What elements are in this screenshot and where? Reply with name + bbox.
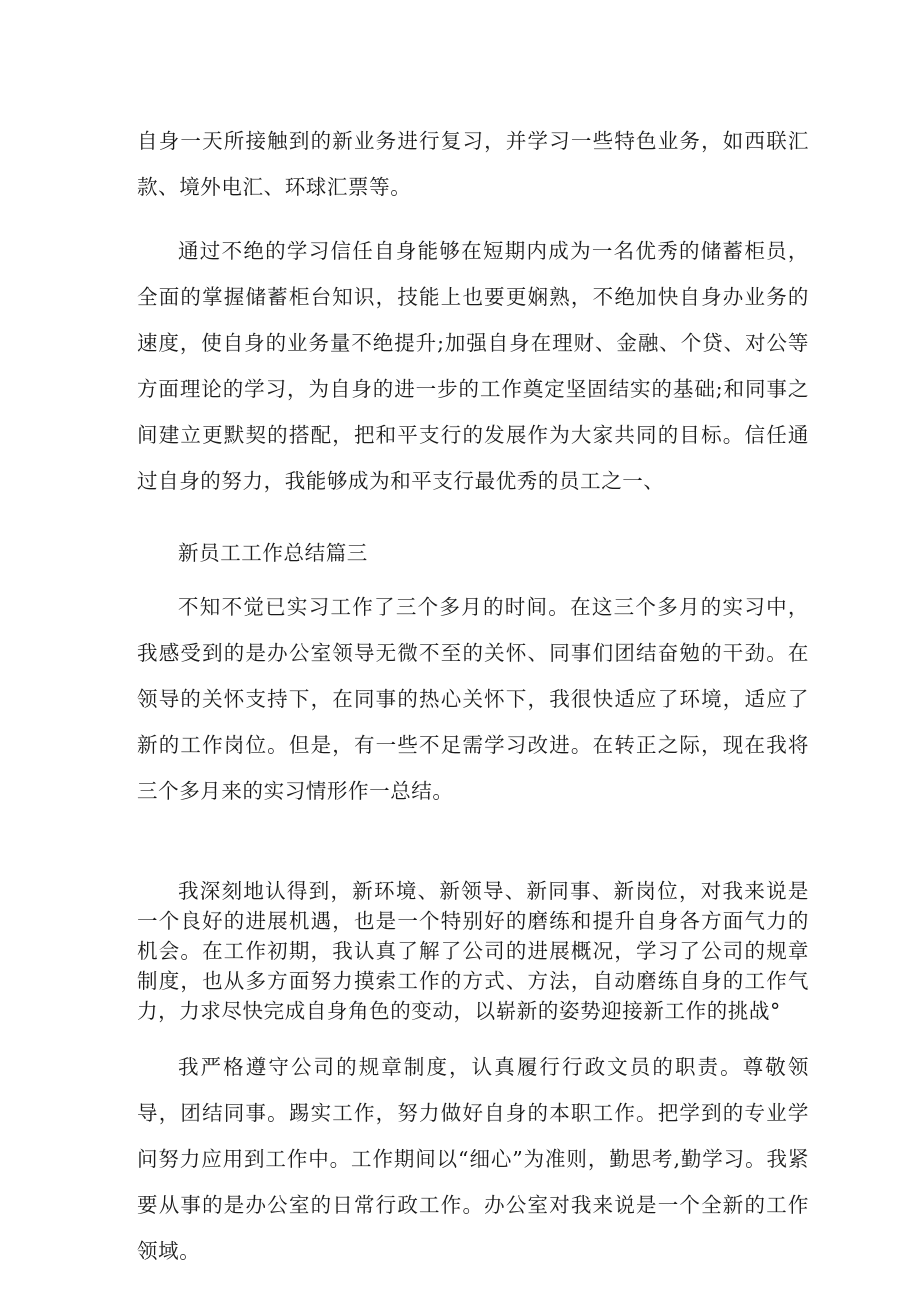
paragraph-2: 通过不绝的学习信任自身能够在短期内成为一名优秀的储蓄柜员，全面的掌握储蓄柜台知识，技能上也要更娴熟，不绝加快自身办业务的速度，使自身的业务量不绝提升;加强自身在理财、金融、个贷、对公等方面理论的学习，为自身的进一步的工作奠定坚固结实的基础;和同事之间建立更默契的搭配，把和平支行的发展作为大家共同的目标。信任通过自身的努力，我能够成为和平支行最优秀的员工之一、 (137, 239, 809, 493)
section-heading: 新员工工作总结篇三 (178, 541, 368, 565)
paragraph-1: 自身一天所接触到的新业务进行复习，并学习一些特色业务，如西联汇款、境外电汇、环球汇票等。 (137, 129, 809, 199)
paragraph-3: 不知不觉已实习工作了三个多月的时间。在这三个多月的实习中，我感受到的是办公室领导无微不至的关怀、同事们团结奋勉的干劲。在领导的关怀支持下，在同事的热心关怀下，我很快适应了环境，适应了新的工作岗位。但是，有一些不足需学习改进。在转正之际，现在我将三个多月来的实习情形作一总结。 (137, 595, 809, 803)
paragraph-5: 我严格遵守公司的规章制度，认真履行行政文员的职责。尊敬领导，团结同事。踢实工作，努力做好自身的本职工作。把学到的专业学问努力应用到工作中。工作期间以“细心”为准则，勤思考,勤学习。我紧要从事的是办公室的日常行政工作。办公室对我来说是一个全新的工作领域。 (137, 1055, 809, 1263)
paragraph-4: 我深刻地认得到，新环境、新领导、新同事、新岗位，对我来说是一个良好的进展机遇，也是一个特别好的磨练和提升自身各方面气力的机会。在工作初期，我认真了解了公司的进展概况，学习了公司的规章制度，也从多方面努力摸索工作的方式、方法，自动磨练自身的工作气力，力求尽快完成自身角色的变动，以崭新的姿势迎接新工作的挑战° (137, 879, 809, 1023)
